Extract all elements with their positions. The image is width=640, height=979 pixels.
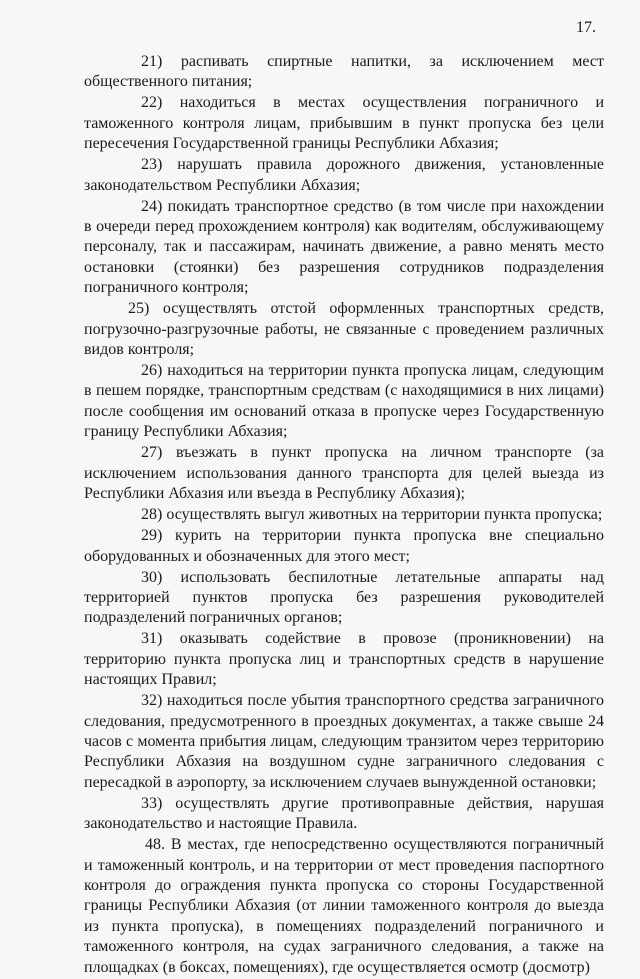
list-item-23: 23) нарушать правила дорожного движения, установленные законодательством Республики Абхазия;	[84, 156, 604, 194]
list-item-33: 33) осуществлять другие противоправные действия, нарушая законодательство и настоящие Правила.	[84, 794, 604, 833]
list-item-29: 29) курить на территории пункта пропуска вне специально оборудованных и обозначенных для этого мест;	[84, 527, 604, 565]
list-item-28: 28) осуществлять выгул животных на территории пункта пропуска;	[141, 506, 603, 524]
list-item-30: 30) использовать беспилотные летательные аппараты над территорией пунктов пропуска без разрешения руководителей подразделений пограничных органов;	[84, 568, 604, 627]
list-item-31: 31) оказывать содействие в провозе (проникновении) на территорию пункта пропуска лиц и транспортных средств в нарушение настоящих Правил;	[84, 630, 604, 689]
list-item-26: 26) находиться на территории пункта пропуска лицам, следующим в пешем порядке, транспортным средствам (с находящимися в них лицами) после сообщения им оснований отказа в пропуске через Государственную границу Республики Абхазия;	[84, 362, 604, 441]
list-item-25: 25) осуществлять отстой оформленных транспортных средств, погрузочно-разгрузочные работы, не связанные с проведением различных видов контроля;	[84, 300, 604, 359]
list-item-22: 22) находиться в местах осуществления пограничного и таможенного контроля лицам, прибывшим в пункт пропуска без цели пересечения Государственной границы Республики Абхазия;	[84, 94, 604, 153]
page-number: 17.	[576, 19, 596, 36]
document-body	[84, 52, 604, 979]
list-item-27: 27) въезжать в пункт пропуска на личном транспорте (за исключением использования данного транспорта для целей выезда из Республики Абхазия или въезда в Республику Абхазия);	[84, 444, 604, 503]
paragraph-48: 48. В местах, где непосредственно осуществляются пограничный и таможенный контроль, и на территории от мест проведения паспортного контроля до ограждения пункта пропуска со стороны Государственной границы Республики Абхазия (от линии таможенного контроля до выезда из пункта пропуска), в помещениях подразделений пограничного и таможенного контроля, на судах заграничного следования, а также на площадках (в боксах, помещениях), где осуществляется осмотр (досмотр)	[84, 836, 604, 976]
list-item-21: 21) распивать спиртные напитки, за исключением мест общественного питания;	[84, 53, 604, 91]
list-item-24: 24) покидать транспортное средство (в том числе при нахождении в очереди перед прохождением контроля) как водителям, обслуживающему персоналу, так и пассажирам, начинать движение, а равно менять место остановки (стоянки) без разрешения сотрудников подразделения пограничного контроля;	[84, 197, 604, 297]
list-item-32: 32) находиться после убытия транспортного средства заграничного следования, предусмотренного в проездных документах, а также свыше 24 часов с момента прибытия лицам, следующим транзитом через территорию Республики Абхазия на воздушном судне заграничного следования с пересадкой в аэропорту, за исключением случаев вынужденной остановки;	[84, 692, 604, 791]
